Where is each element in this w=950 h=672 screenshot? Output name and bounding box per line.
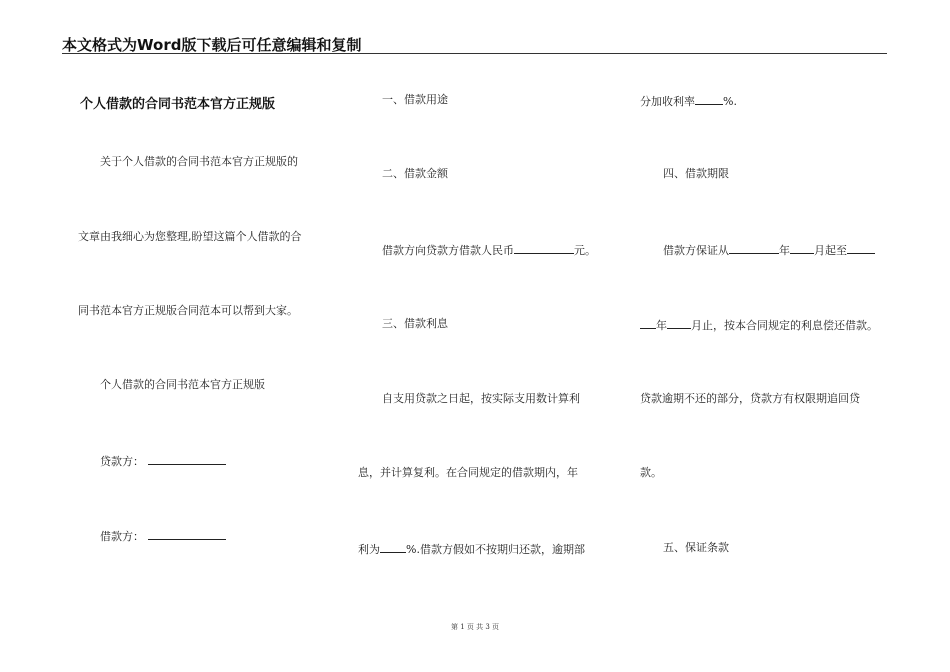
interest-rate-blank (380, 541, 406, 553)
contract-subtitle: 个人借款的合同书范本官方正规版 (100, 378, 265, 391)
document-title: 个人借款的合同书范本官方正规版 (80, 97, 276, 112)
section-1-heading: 一、借款用途 (382, 93, 448, 106)
intro-line-3: 同书范本官方正规版合同范本可以帮到大家。 (78, 304, 298, 317)
interest-rate-post: %.借款方假如不按期归还款，逾期部 (406, 543, 585, 556)
interest-line-3 (358, 541, 585, 557)
penalty-pre: 分加收利率 (640, 95, 695, 108)
section-5-heading: 五、保证条款 (663, 541, 729, 554)
term-line-1 (663, 242, 875, 258)
penalty-post: %. (723, 95, 737, 108)
amount-line (382, 242, 596, 258)
amount-blank (514, 242, 574, 254)
penalty-blank (695, 93, 723, 105)
term-to-month-text: 月止，按本合同规定的利息偿还借款。 (691, 319, 878, 332)
section-3-heading: 三、借款利息 (382, 317, 448, 330)
term-to-year-label: 年 (656, 319, 667, 332)
interest-rate-pre: 利为 (358, 543, 380, 556)
lender-blank (148, 453, 226, 465)
term-from-month-blank (790, 242, 814, 254)
term-from-year-blank (729, 242, 779, 254)
term-from-year-label: 年 (779, 244, 790, 257)
interest-line-1: 自支用贷款之日起，按实际支用数计算利 (382, 392, 580, 405)
amount-post: 元。 (574, 244, 596, 257)
section-2-heading: 二、借款金额 (382, 167, 448, 180)
term-to-year-blank-end (640, 317, 656, 329)
penalty-line (640, 93, 737, 109)
page-footer: 第 1 页 共 3 页 (450, 623, 500, 631)
borrower-label: 借款方： (100, 530, 144, 543)
intro-line-2: 文章由我细心为您整理,盼望这篇个人借款的合 (78, 230, 302, 243)
term-line-2 (640, 317, 878, 333)
interest-line-2: 息，并计算复利。在合同规定的借款期内，年 (358, 466, 578, 479)
overdue-line-1: 贷款逾期不还的部分，贷款方有权限期追回贷 (640, 392, 860, 405)
header-rule (62, 53, 887, 54)
borrower-line (100, 528, 226, 544)
borrower-blank (148, 528, 226, 540)
term-to-year-blank-start (847, 242, 875, 254)
term-to-month-blank (667, 317, 691, 329)
amount-pre: 借款方向贷款方借款人民币 (382, 244, 514, 257)
section-4-heading: 四、借款期限 (663, 167, 729, 180)
term-from-label: 借款方保证从 (663, 244, 729, 257)
lender-label: 贷款方： (100, 455, 144, 468)
page-header: 本文格式为Word版下载后可任意编辑和复制 (62, 36, 362, 54)
overdue-line-2: 款。 (640, 466, 662, 479)
intro-line-1: 关于个人借款的合同书范本官方正规版的 (100, 155, 298, 168)
lender-line (100, 453, 226, 469)
term-from-month-label: 月起至 (814, 244, 847, 257)
